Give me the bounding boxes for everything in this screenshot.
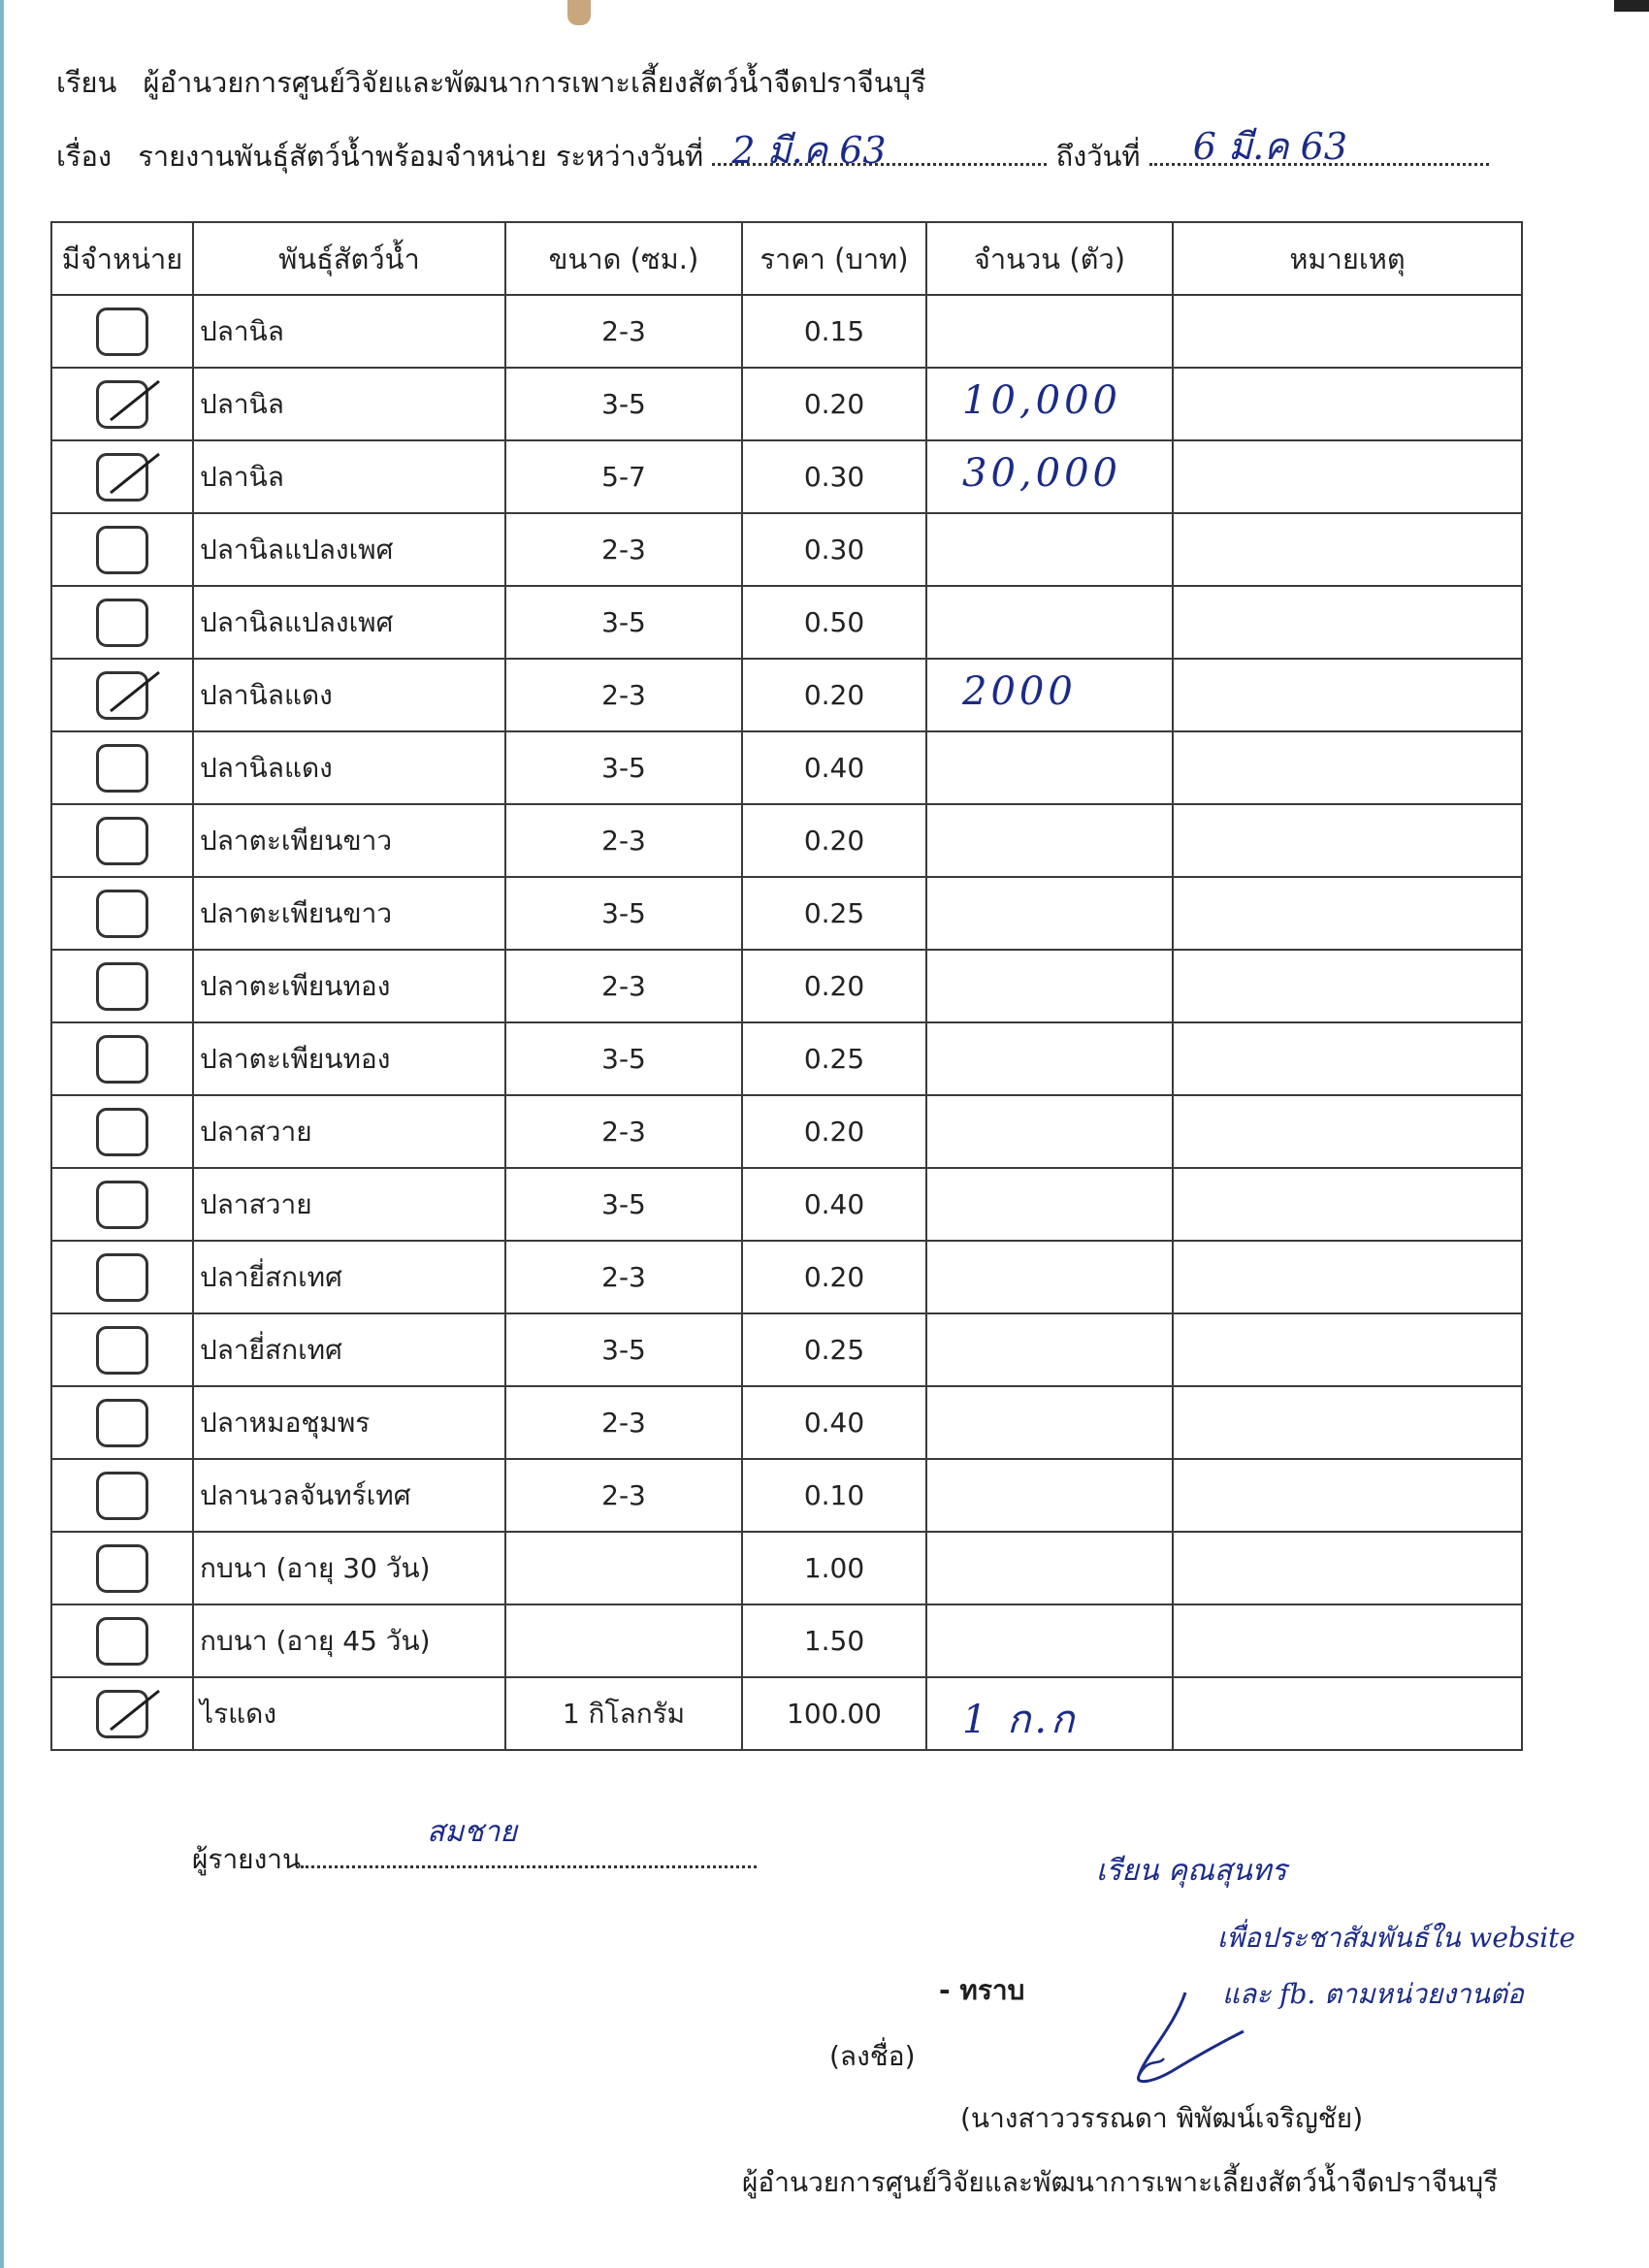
size-cell: 3-5 [505,1313,742,1386]
quantity-value: 1 ก.ก [962,1698,1079,1742]
header-quantity: จำนวน (ตัว) [926,222,1173,295]
quantity-cell[interactable] [926,1604,1173,1677]
available-cell [51,513,193,586]
note-cell[interactable] [1173,1095,1522,1168]
size-cell: 3-5 [505,877,742,950]
available-cell [51,368,193,440]
note-cell[interactable] [1173,1386,1522,1459]
size-cell: 3-5 [505,368,742,440]
available-cell [51,1022,193,1095]
header-size: ขนาด (ซม.) [505,222,742,295]
header-species: พันธุ์สัตว์น้ำ [193,222,505,295]
quantity-cell[interactable] [926,731,1173,804]
check-mark-icon [101,450,169,508]
available-cell [51,1459,193,1532]
table-row [51,877,1522,950]
quantity-value: 30,000 [962,451,1121,496]
size-cell: 2-3 [505,659,742,731]
species-cell: ปลานิล [193,440,505,513]
species-cell: ปลานิลแปลงเพศ [193,513,505,586]
available-cell [51,295,193,368]
table-row [51,368,1522,440]
table-row [51,295,1522,368]
checkbox[interactable] [96,1035,148,1084]
price-cell: 0.50 [742,586,926,659]
quantity-cell[interactable] [926,1313,1173,1386]
checkbox[interactable] [96,1472,148,1520]
checkbox[interactable] [96,1544,148,1593]
price-cell: 0.30 [742,440,926,513]
size-cell: 2-3 [505,1095,742,1168]
note-cell[interactable] [1173,368,1522,440]
species-cell: ปลายี่สกเทศ [193,1241,505,1313]
table-row [51,1095,1522,1168]
price-cell: 100.00 [742,1677,926,1750]
quantity-value: 10,000 [962,378,1121,423]
check-mark-icon [101,377,169,436]
table-row [51,804,1522,877]
table-row [51,1386,1522,1459]
species-cell: กบนา (อายุ 45 วัน) [193,1604,505,1677]
sign-label: (ลงชื่อ) [829,2040,916,2072]
check-mark-icon [101,668,169,727]
quantity-cell[interactable] [926,586,1173,659]
species-cell: ปลาตะเพียนขาว [193,877,505,950]
quantity-cell[interactable] [926,1095,1173,1168]
available-cell [51,877,193,950]
checkbox[interactable] [96,1253,148,1302]
price-cell: 0.40 [742,731,926,804]
quantity-cell[interactable] [926,1386,1173,1459]
available-cell [51,1241,193,1313]
note-cell[interactable] [1173,1459,1522,1532]
available-cell [51,1386,193,1459]
note-cell[interactable] [1173,731,1522,804]
price-cell: 0.20 [742,368,926,440]
available-cell [51,659,193,731]
handwritten-note-line-2: เพื่อประชาสัมพันธ์ใน website [1217,1922,1575,1954]
table-header-row [51,222,1522,295]
price-cell: 1.00 [742,1532,926,1604]
quantity-cell[interactable] [926,1241,1173,1313]
price-cell: 0.20 [742,1241,926,1313]
quantity-cell[interactable] [926,368,1173,440]
director-signature-mark [1125,1989,1261,2086]
acknowledged-text: - ทราบ [939,1974,1025,2006]
note-cell[interactable] [1173,295,1522,368]
table-row [51,1313,1522,1386]
price-cell: 0.20 [742,659,926,731]
price-cell: 0.20 [742,950,926,1022]
species-cell: ปลาหมอชุมพร [193,1386,505,1459]
checkbox[interactable] [96,526,148,574]
size-cell: 2-3 [505,804,742,877]
note-cell[interactable] [1173,1532,1522,1604]
available-cell [51,1604,193,1677]
table-row [51,1022,1522,1095]
size-cell: 3-5 [505,1168,742,1241]
recipient-text: ผู้อำนวยการศูนย์วิจัยและพัฒนาการเพาะเลี้ยงสัตว์น้ำจืดปราจีนบุรี [143,66,926,99]
checkbox[interactable] [96,1399,148,1447]
species-cell: ปลานิลแดง [193,731,505,804]
available-cell [51,586,193,659]
price-cell: 1.50 [742,1604,926,1677]
subject-line [56,125,1489,178]
quantity-value: 2000 [962,669,1077,714]
size-cell: 3-5 [505,1022,742,1095]
species-cell: ปลานิล [193,295,505,368]
species-cell: ปลาตะเพียนทอง [193,1022,505,1095]
species-cell: กบนา (อายุ 30 วัน) [193,1532,505,1604]
species-cell: ปลานวลจันทร์เทศ [193,1459,505,1532]
note-cell[interactable] [1173,804,1522,877]
checkbox[interactable] [96,890,148,938]
size-cell [505,1604,742,1677]
available-cell [51,1095,193,1168]
species-cell: ปลานิลแปลงเพศ [193,586,505,659]
checkbox-checked[interactable] [96,1690,148,1738]
table-row [51,1677,1522,1750]
checkbox[interactable] [96,1617,148,1666]
checkbox[interactable] [96,1326,148,1375]
quantity-cell[interactable] [926,1022,1173,1095]
price-cell: 0.25 [742,1022,926,1095]
note-cell[interactable] [1173,513,1522,586]
checkbox[interactable] [96,1108,148,1156]
quantity-cell[interactable] [926,1459,1173,1532]
checkbox[interactable] [96,962,148,1011]
quantity-cell[interactable] [926,877,1173,950]
table-row [51,1168,1522,1241]
director-title: ผู้อำนวยการศูนย์วิจัยและพัฒนาการเพาะเลี้ยงสัตว์น้ำจืดปราจีนบุรี [742,2166,1499,2198]
quantity-cell[interactable] [926,440,1173,513]
price-cell: 0.40 [742,1386,926,1459]
available-cell [51,950,193,1022]
note-cell[interactable] [1173,950,1522,1022]
director-name: (นางสาววรรณดา พิพัฒน์เจริญชัย) [960,2102,1364,2134]
recipient-label: เรียน [56,66,117,99]
recipient-line [56,60,926,105]
price-cell: 0.25 [742,877,926,950]
price-cell: 0.20 [742,804,926,877]
quantity-cell[interactable] [926,659,1173,731]
size-cell: 3-5 [505,586,742,659]
species-cell: ไรแดง [193,1677,505,1750]
handwritten-note-line-3: และ fb. ตามหน่วยงานต่อ [1222,1978,1524,2010]
reporter-line [192,1815,757,1881]
available-cell [51,440,193,513]
from-date-field[interactable] [712,129,1047,172]
size-cell: 2-3 [505,950,742,1022]
to-date-field[interactable] [1149,125,1489,168]
checkbox[interactable] [96,817,148,865]
size-cell: 3-5 [505,731,742,804]
species-cell: ปลานิลแดง [193,659,505,731]
size-cell [505,1532,742,1604]
price-cell: 0.20 [742,1095,926,1168]
price-cell: 0.10 [742,1459,926,1532]
size-cell: 2-3 [505,1459,742,1532]
to-date-label: ถึงวันที่ [1055,140,1141,173]
species-cell: ปลานิล [193,368,505,440]
table-row [51,440,1522,513]
table-row [51,731,1522,804]
scan-edge [0,0,4,2268]
quantity-cell[interactable] [926,1532,1173,1604]
note-cell[interactable] [1173,1604,1522,1677]
check-mark-icon [101,1687,169,1745]
subject-text: รายงานพันธุ์สัตว์น้ำพร้อมจำหน่าย ระหว่างวันที่ [138,140,704,173]
header-available: มีจำหน่าย [51,222,193,295]
species-cell: ปลาตะเพียนทอง [193,950,505,1022]
quantity-cell[interactable] [926,295,1173,368]
table-row [51,1241,1522,1313]
table-row [51,950,1522,1022]
species-table [50,221,1523,1751]
available-cell [51,1677,193,1750]
quantity-cell[interactable] [926,513,1173,586]
header-note: หมายเหตุ [1173,222,1522,295]
price-cell: 0.25 [742,1313,926,1386]
note-cell[interactable] [1173,586,1522,659]
size-cell: 2-3 [505,295,742,368]
price-cell: 0.15 [742,295,926,368]
header-price: ราคา (บาท) [742,222,926,295]
available-cell [51,1313,193,1386]
price-cell: 0.30 [742,513,926,586]
note-cell[interactable] [1173,440,1522,513]
price-cell: 0.40 [742,1168,926,1241]
handwritten-note-line-1: เรียน คุณสุนทร [1096,1854,1287,1888]
table-row [51,1532,1522,1604]
table-row [51,659,1522,731]
checkbox-checked[interactable] [96,380,148,429]
reporter-signature: สมชาย [427,1815,517,1849]
checkbox[interactable] [96,744,148,793]
quantity-cell[interactable] [926,1168,1173,1241]
species-cell: ปลาสวาย [193,1168,505,1241]
checkbox[interactable] [96,308,148,356]
table-row [51,1604,1522,1677]
note-cell[interactable] [1173,1168,1522,1241]
note-cell[interactable] [1173,1022,1522,1095]
available-cell [51,804,193,877]
species-cell: ปลาสวาย [193,1095,505,1168]
quantity-cell[interactable] [926,950,1173,1022]
checkbox[interactable] [96,1181,148,1229]
note-cell[interactable] [1173,1677,1522,1750]
size-cell: 5-7 [505,440,742,513]
note-cell[interactable] [1173,1313,1522,1386]
scan-corner [1614,0,1649,12]
species-cell: ปลายี่สกเทศ [193,1313,505,1386]
subject-label: เรื่อง [56,140,113,173]
checkbox-checked[interactable] [96,671,148,720]
reporter-label: ผู้รายงาน [192,1843,302,1875]
reporter-signature-field[interactable] [301,1815,757,1868]
quantity-cell[interactable] [926,804,1173,877]
table-row [51,1459,1522,1532]
size-cell: 2-3 [505,1386,742,1459]
checkbox-checked[interactable] [96,453,148,502]
available-cell [51,731,193,804]
table-row [51,513,1522,586]
size-cell: 2-3 [505,513,742,586]
table-row [51,586,1522,659]
note-cell[interactable] [1173,659,1522,731]
checkbox[interactable] [96,599,148,647]
note-cell[interactable] [1173,1241,1522,1313]
from-date-value: 2 มี.ค 63 [731,129,887,172]
size-cell: 1 กิโลกรัม [505,1677,742,1750]
species-cell: ปลาตะเพียนขาว [193,804,505,877]
size-cell: 2-3 [505,1241,742,1313]
available-cell [51,1168,193,1241]
to-date-value: 6 มี.ค 63 [1192,125,1348,168]
note-cell[interactable] [1173,877,1522,950]
quantity-cell[interactable] [926,1677,1173,1750]
staple-mark [567,0,591,25]
available-cell [51,1532,193,1604]
